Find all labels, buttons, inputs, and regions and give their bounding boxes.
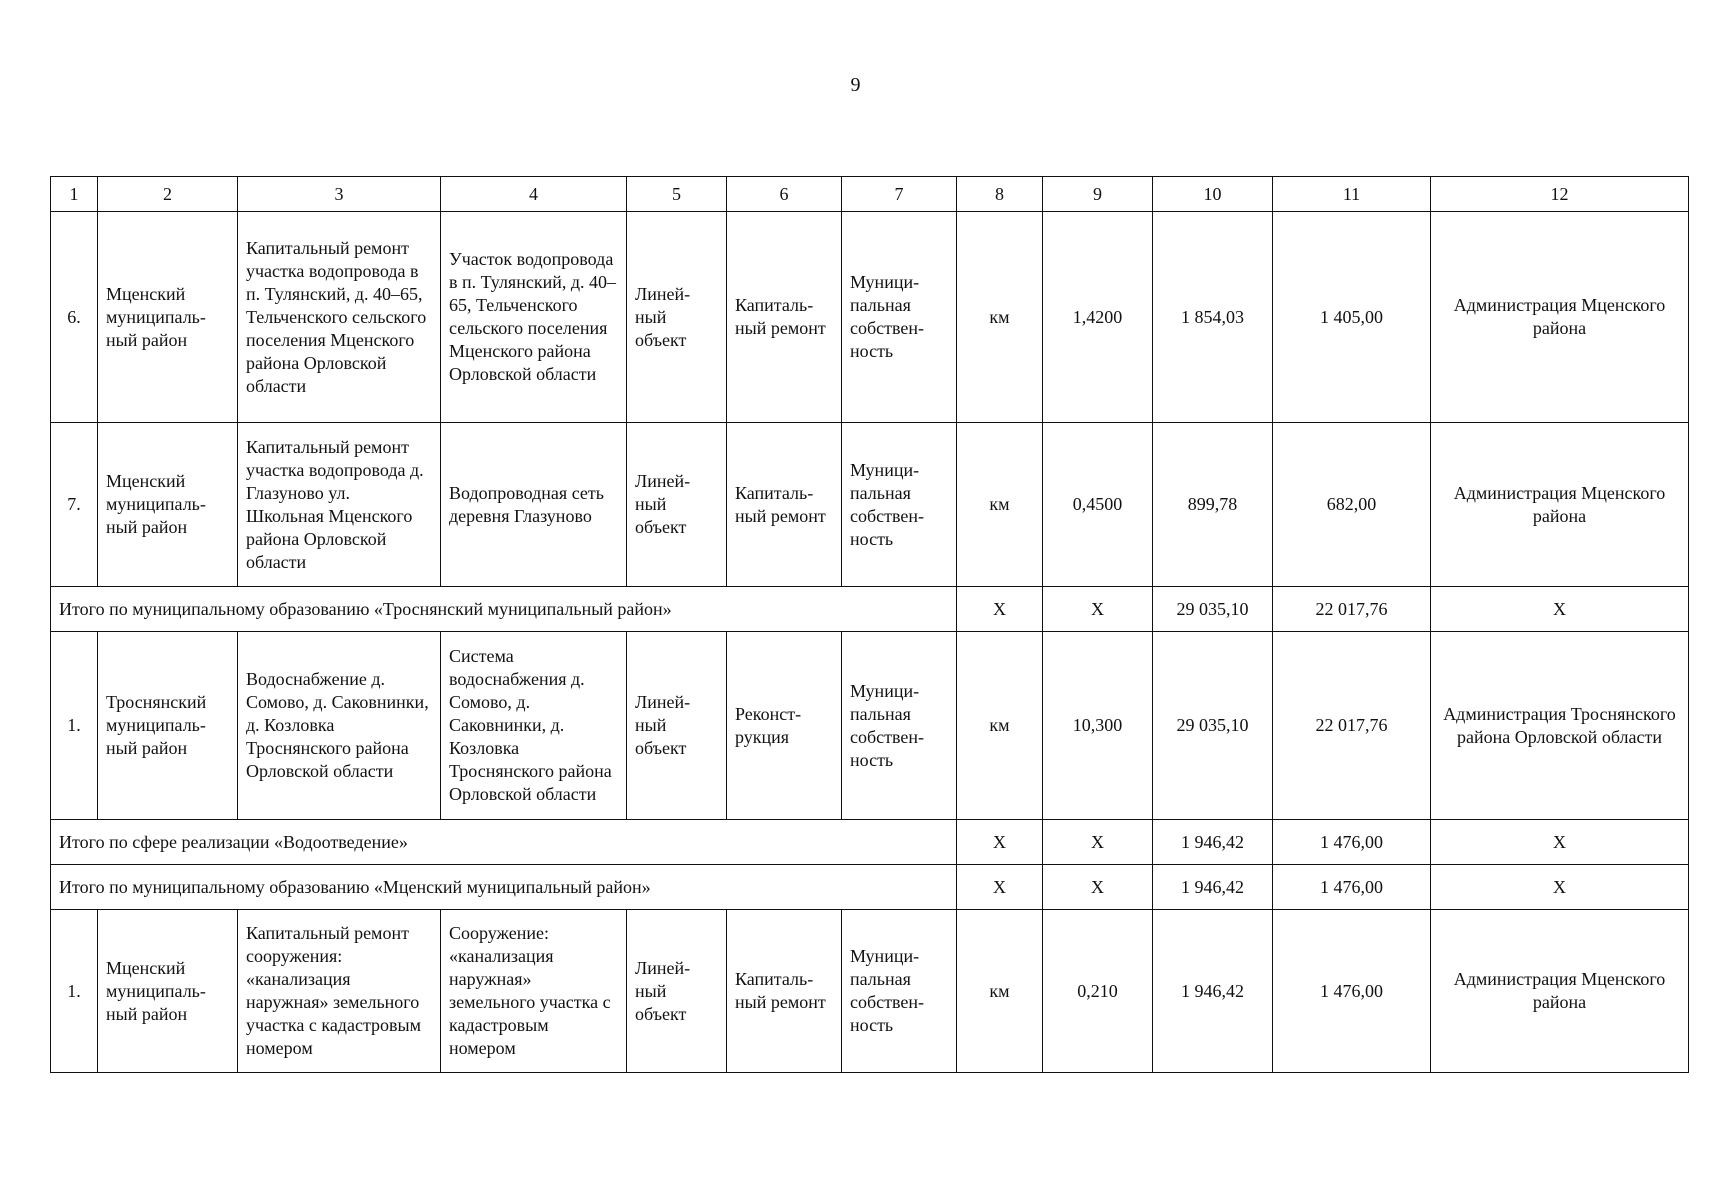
cost-budget-cell: 1 476,00	[1273, 910, 1431, 1073]
column-header: 5	[627, 177, 727, 212]
quantity-cell: 0,4500	[1043, 423, 1153, 587]
object-type-cell: Линей-ный объект	[627, 212, 727, 423]
customer-cell: Администрация Мценского района	[1431, 910, 1689, 1073]
district-cell: Мценский муниципаль-ный район	[98, 212, 238, 423]
table-row	[51, 212, 1689, 423]
row-number: 6.	[51, 212, 98, 423]
cost-total-cell: 899,78	[1153, 423, 1273, 587]
unit-cell: км	[957, 910, 1043, 1073]
column-header: 1	[51, 177, 98, 212]
total-cell: X	[957, 865, 1043, 910]
column-header: 12	[1431, 177, 1689, 212]
table-row	[51, 910, 1689, 1073]
column-header: 3	[238, 177, 441, 212]
total-label: Итого по муниципальному образованию «Троснянский муниципальный район»	[51, 587, 957, 632]
column-header: 8	[957, 177, 1043, 212]
total-row	[51, 587, 1689, 632]
column-header: 7	[842, 177, 957, 212]
object-type-cell: Линей-ный объект	[627, 632, 727, 820]
ownership-cell: Муници-пальная собствен-ность	[842, 910, 957, 1073]
total-cost-budget: 1 476,00	[1273, 820, 1431, 865]
object-cell: Сооружение: «канализация наружная» земельного участка с кадастровым номером	[441, 910, 627, 1073]
total-cost-budget: 1 476,00	[1273, 865, 1431, 910]
project-name-cell: Капитальный ремонт участка водопровода в п. Тулянский, д. 40–65, Тельченского сельского поселения Мценского района Орловской области	[238, 212, 441, 423]
unit-cell: км	[957, 632, 1043, 820]
column-header: 11	[1273, 177, 1431, 212]
cost-total-cell: 29 035,10	[1153, 632, 1273, 820]
column-header: 10	[1153, 177, 1273, 212]
project-name-cell: Капитальный ремонт сооружения: «канализация наружная» земельного участка с кадастровым номером	[238, 910, 441, 1073]
total-cost-budget: 22 017,76	[1273, 587, 1431, 632]
district-cell: Мценский муниципаль-ный район	[98, 423, 238, 587]
column-header: 6	[727, 177, 842, 212]
unit-cell: км	[957, 212, 1043, 423]
district-cell: Троснянский муниципаль-ный район	[98, 632, 238, 820]
quantity-cell: 1,4200	[1043, 212, 1153, 423]
column-number-row	[51, 177, 1689, 212]
object-cell: Водопроводная сеть деревня Глазуново	[441, 423, 627, 587]
total-cell: X	[1431, 820, 1689, 865]
ownership-cell: Муници-пальная собствен-ность	[842, 423, 957, 587]
total-cost-total: 1 946,42	[1153, 865, 1273, 910]
cost-budget-cell: 1 405,00	[1273, 212, 1431, 423]
column-header: 2	[98, 177, 238, 212]
total-cost-total: 29 035,10	[1153, 587, 1273, 632]
cost-total-cell: 1 854,03	[1153, 212, 1273, 423]
row-number: 1.	[51, 910, 98, 1073]
total-row	[51, 820, 1689, 865]
total-cell: X	[1431, 587, 1689, 632]
quantity-cell: 0,210	[1043, 910, 1153, 1073]
object-cell: Участок водопровода в п. Тулянский, д. 40–65, Тельченского сельского поселения Мценского района Орловской области	[441, 212, 627, 423]
work-type-cell: Капиталь-ный ремонт	[727, 212, 842, 423]
total-cell: X	[1431, 865, 1689, 910]
cost-budget-cell: 682,00	[1273, 423, 1431, 587]
district-cell: Мценский муниципаль-ный район	[98, 910, 238, 1073]
total-cell: X	[957, 587, 1043, 632]
ownership-cell: Муници-пальная собствен-ность	[842, 632, 957, 820]
total-label: Итого по муниципальному образованию «Мценский муниципальный район»	[51, 865, 957, 910]
total-row	[51, 865, 1689, 910]
column-header: 4	[441, 177, 627, 212]
row-number: 1.	[51, 632, 98, 820]
total-cell: X	[1043, 865, 1153, 910]
cost-total-cell: 1 946,42	[1153, 910, 1273, 1073]
customer-cell: Администрация Троснянского района Орловской области	[1431, 632, 1689, 820]
object-type-cell: Линей-ный объект	[627, 910, 727, 1073]
total-cell: X	[1043, 587, 1153, 632]
budget-table	[50, 176, 1689, 1073]
object-type-cell: Линей-ный объект	[627, 423, 727, 587]
column-header: 9	[1043, 177, 1153, 212]
work-type-cell: Реконст-рукция	[727, 632, 842, 820]
total-label: Итого по сфере реализации «Водоотведение»	[51, 820, 957, 865]
work-type-cell: Капиталь-ный ремонт	[727, 910, 842, 1073]
page-number: 9	[850, 74, 861, 96]
project-name-cell: Водоснабжение д. Сомово, д. Саковнинки, д. Козловка Троснянского района Орловской области	[238, 632, 441, 820]
unit-cell: км	[957, 423, 1043, 587]
ownership-cell: Муници-пальная собствен-ность	[842, 212, 957, 423]
total-cell: X	[957, 820, 1043, 865]
total-cost-total: 1 946,42	[1153, 820, 1273, 865]
cost-budget-cell: 22 017,76	[1273, 632, 1431, 820]
customer-cell: Администрация Мценского района	[1431, 423, 1689, 587]
table-row	[51, 632, 1689, 820]
customer-cell: Администрация Мценского района	[1431, 212, 1689, 423]
work-type-cell: Капиталь-ный ремонт	[727, 423, 842, 587]
table-row	[51, 423, 1689, 587]
project-name-cell: Капитальный ремонт участка водопровода д. Глазуново ул. Школьная Мценского района Орловской области	[238, 423, 441, 587]
row-number: 7.	[51, 423, 98, 587]
object-cell: Система водоснабжения д. Сомово, д. Саковнинки, д. Козловка Троснянского района Орловской области	[441, 632, 627, 820]
quantity-cell: 10,300	[1043, 632, 1153, 820]
total-cell: X	[1043, 820, 1153, 865]
